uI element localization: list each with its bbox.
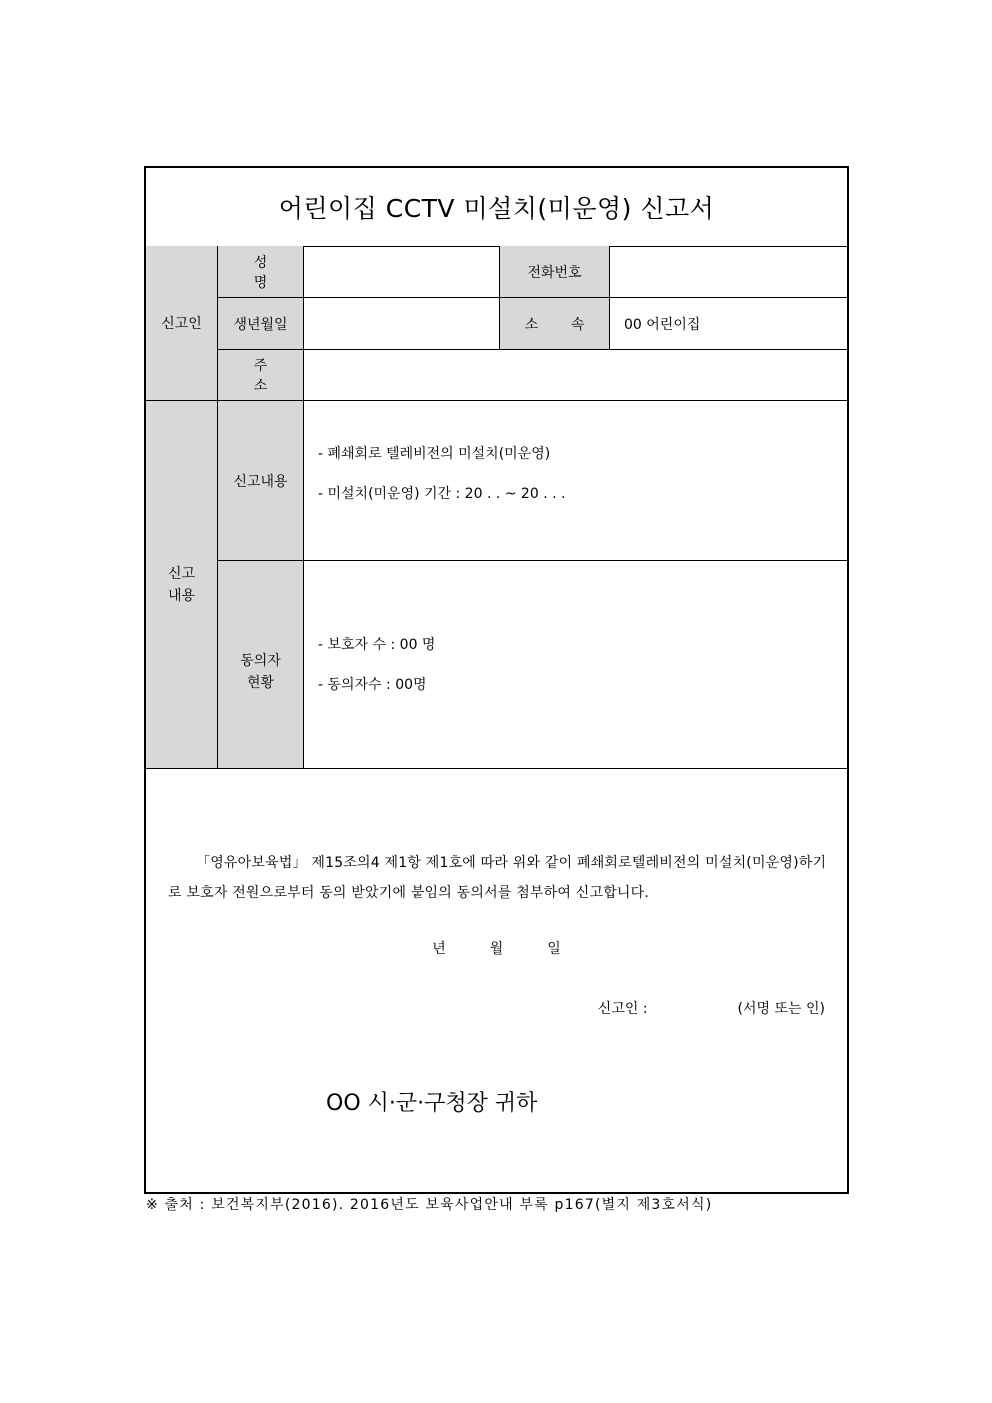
consent-line-2: - 동의자수 : 00명 bbox=[318, 676, 427, 693]
consent-label-line2: 현황 bbox=[246, 674, 275, 691]
address-label: 주 소 bbox=[218, 350, 304, 401]
addressee: OO 시·군·구청장 귀하 bbox=[326, 1091, 538, 1116]
consent-label bbox=[218, 561, 304, 769]
form-title: 어린이집 CCTV 미설치(미운영) 신고서 bbox=[146, 168, 847, 247]
signer-label: 신고인 : bbox=[597, 1001, 648, 1017]
report-section-label-line2: 내용 bbox=[167, 587, 196, 604]
reporter-section-label: 신고인 bbox=[146, 246, 218, 401]
date-year: 년 bbox=[432, 941, 446, 957]
consent-label-line1: 동의자 bbox=[240, 652, 281, 669]
birth-field[interactable] bbox=[304, 298, 500, 350]
content-line-1: - 폐쇄회로 텔레비전의 미설치(미운영) bbox=[318, 445, 551, 462]
date-row bbox=[146, 938, 847, 958]
date-day: 일 bbox=[547, 941, 561, 957]
declaration-text: 「영유아보육법」 제15조의4 제1항 제1호에 따라 위와 같이 폐쇄회로텔레비전의 미설치(미운영)하기로 보호자 전원으로부터 동의 받았기에 붙임의 동의서를 첨부하여 신고합니다. bbox=[168, 855, 827, 901]
phone-label: 전화번호 bbox=[500, 246, 610, 298]
consent-line-1: - 보호자 수 : 00 명 bbox=[318, 636, 436, 653]
signature-row bbox=[598, 998, 825, 1018]
source-note: ※ 출처 : 보건복지부(2016). 2016년도 보육사업안내 부록 p167(별지 제3호서식) bbox=[146, 1197, 713, 1213]
report-section-label-line1: 신고 bbox=[167, 565, 196, 582]
address-field[interactable] bbox=[304, 350, 847, 401]
content-label: 신고내용 bbox=[218, 401, 304, 561]
date-month: 월 bbox=[489, 941, 504, 957]
content-field[interactable] bbox=[304, 401, 847, 561]
birth-label: 생년월일 bbox=[218, 298, 304, 350]
affiliation-label: 소 속 bbox=[500, 298, 610, 350]
content-line-2: - 미설치(미운영) 기간 : 20 . . ~ 20 . . . bbox=[318, 485, 566, 502]
report-section-label bbox=[146, 401, 218, 769]
name-field[interactable] bbox=[304, 246, 500, 298]
report-form bbox=[144, 166, 849, 1194]
name-label: 성 명 bbox=[218, 246, 304, 298]
affiliation-value: 00 어린이집 bbox=[610, 298, 847, 350]
consent-field[interactable] bbox=[304, 561, 847, 769]
sign-note: (서명 또는 인) bbox=[737, 1001, 825, 1017]
phone-field[interactable] bbox=[610, 246, 847, 298]
